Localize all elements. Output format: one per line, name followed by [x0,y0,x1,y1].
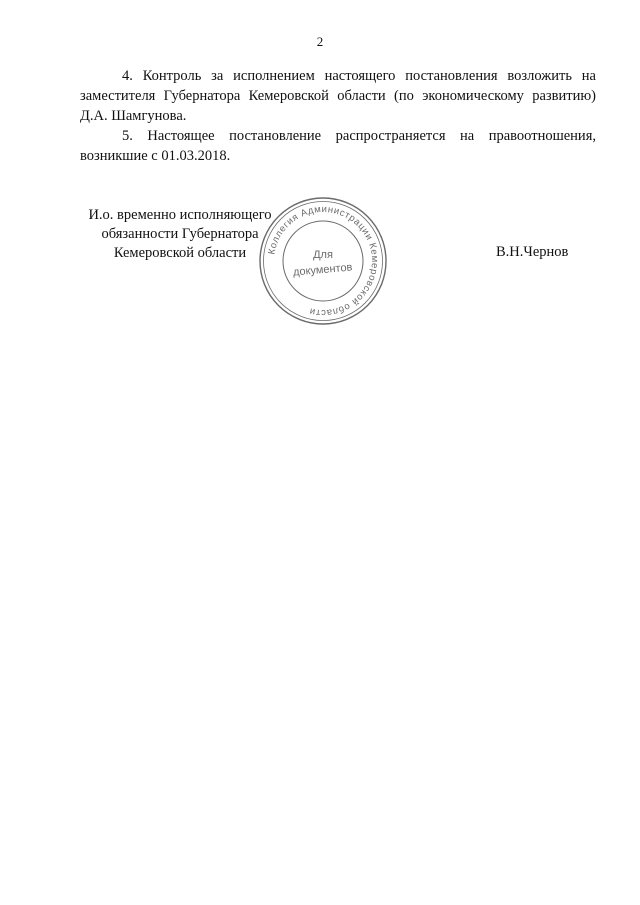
paragraph-4: 4. Контроль за исполнением настоящего постановления возложить на заместителя Губернатора Кемеровской области (по экономическому развитию) Д.А. Шамгунова. [80,68,596,124]
paragraph-5: 5. Настоящее постановление распространяется на правоотношения, возникшие с 01.03.2018. [80,128,596,164]
seal-ring-text: Коллегия Администрации Кемеровской области [266,203,381,319]
position-line-1: И.о. временно исполняющего [88,207,272,223]
seal-center-line-1: Для [313,249,333,261]
document-body [80,66,596,166]
position-line-2: обязанности Губернатора [101,226,259,242]
official-seal [256,194,390,328]
position-line-3: Кемеровской области [113,245,247,261]
seal-center-line-2: документов [292,261,353,279]
signer-name: В.Н.Чернов [496,244,569,260]
seal-middle-ring [264,202,383,321]
page-number: 2 [316,34,324,49]
seal-outer-ring [260,198,386,324]
